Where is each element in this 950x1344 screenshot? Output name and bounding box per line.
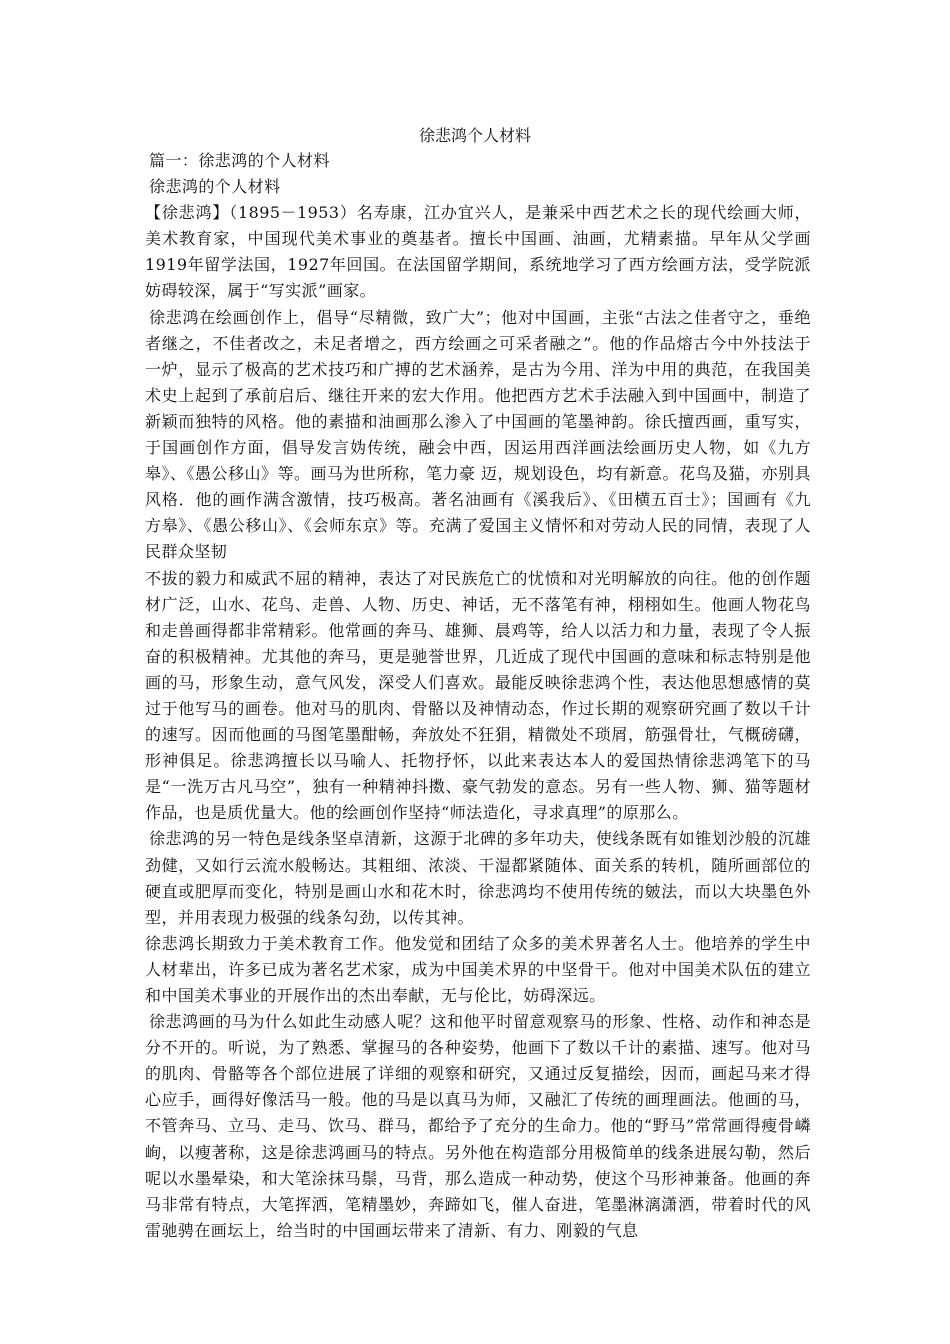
paragraph-6: 徐悲鸿画的马为什么如此生动感人呢？这和他平时留意观察马的形象、性格、动作和神态是分不开的。听说，为了熟悉、掌握马的各种姿势，他画下了数以千计的素描、速写。他对马的肌肉、骨骼等各个部位进展了详细的观察和研究，又通过反复描绘，因而，画起马来才得心应手，画得好像活马一般。他的马是以真马为师，又融汇了传统的画理画法。他画的马，不管奔马、立马、走马、饮马、群马，都给予了充分的生命力。他的“野马”常常画得瘦骨嶙峋，以瘦著称，这是徐悲鸿画马的特点。另外他在构造部分用极简单的线条进展勾勒，然后呢以水墨晕染，和大笔涂抹马鬃，马背，那么造成一种动势，使这个马形神兼备。他画的奔马非常有特点，大笔挥洒，笔精墨妙，奔蹄如飞，催人奋进，笔墨淋漓潇洒，带着时代的风雷驰骋在画坛上，给当时的中国画坛带来了清新、有力、刚毅的气息 bbox=[145, 1012, 811, 1240]
paragraph-3: 不拔的毅力和威武不屈的精神，表达了对民族危亡的忧愤和对光明解放的向往。他的创作题材广泛，山水、花鸟、走兽、人物、历史、神话，无不落笔有神，栩栩如生。他画人物花鸟和走兽画得都非常精彩。他常画的奔马、雄狮、晨鸡等，给人以活力和力量，表现了令人振奋的积极精神。尤其他的奔马，更是驰誉世界，几近成了现代中国画的意味和标志特别是他画的马，形象生动，意气风发，深受人们喜欢。最能反映徐悲鸿个性，表达他思想感情的莫过于他写马的画卷。他对马的肌肉、骨骼以及神情动态，作过长期的观察研究画了数以千计的速写。因而他画的马图笔墨酣畅，奔放处不狂狷，精微处不琐屑，筋强骨壮，气概磅礴，形神俱足。徐悲鸿擅长以马喻人、托物抒怀，以此来表达本人的爱国热情徐悲鸿笔下的马是“一洗万古凡马空”，独有一种精神抖擞、豪气勃发的意态。另有一些人物、狮、猫等题材作品，也是质优量大。他的绘画创作坚持“师法造化，寻求真理”的原那么。 bbox=[145, 568, 811, 823]
paragraph-5: 徐悲鸿长期致力于美术教育工作。他发觉和团结了众多的美术界著名人士。他培养的学生中人材辈出，许多已成为著名艺术家，成为中国美术界的中坚骨干。他对中国美术队伍的建立和中国美术事业的开展作出的杰出奉献，无与伦比，妨碍深远。 bbox=[145, 933, 811, 1005]
document-title: 徐悲鸿个人材料 bbox=[418, 126, 531, 145]
document-body bbox=[145, 148, 811, 1244]
paragraph-1: 【徐悲鸿】（1895－1953）名寿康，江办宜兴人，是兼采中西艺术之长的现代绘画大师，美术教育家，中国现代美术事业的奠基者。擅长中国画、油画，尤精素描。早年从父学画1919年留学法国，1927年回国。在法国留学期间，系统地学习了西方绘画方法，受学院派妨碍较深，属于“写实派”画家。 bbox=[145, 203, 811, 301]
paragraph-4: 徐悲鸿的另一特色是线条坚卓清新，这源于北碑的多年功夫，使线条既有如锥划沙般的沉雄劲健，又如行云流水般畅达。其粗细、浓淡、干湿都紧随体、面关系的转机，随所画部位的硬直或肥厚而变化，特别是画山水和花木时，徐悲鸿均不使用传统的皴法，而以大块墨色外型，并用表现力极强的线条勾劲，以传其神。 bbox=[145, 829, 811, 927]
heading-2: 徐悲鸿的个人材料 bbox=[149, 177, 281, 197]
heading-1: 篇一：徐悲鸿的个人材料 bbox=[149, 151, 330, 170]
paragraph-2: 徐悲鸿在绘画创作上，倡导“尽精微，致广大”；他对中国画，主张“古法之佳者守之，垂绝者继之，不佳者改之，未足者增之，西方绘画之可采者融之”。他的作品熔古今中外技法于一炉，显示了极高的艺术技巧和广搏的艺术涵养，是古为今用、洋为中用的典范，在我国美术史上起到了承前启后、继往开来的宏大作用。他把西方艺术手法融入到中国画中，制造了新颖而独特的风格。他的素描和油画那么渗入了中国画的笔墨神韵。徐氏擅西画，重写实，于国画创作方面，倡导发言妫传统，融会中西，因运用西洋画法绘画历史人物，如《九方皋》、《愚公移山》等。画马为世所称，笔力豪 迈，规划设色，均有新意。花鸟及猫，亦别具风格．他的画作满含激情，技巧极高。著名油画有《溪我后》、《田横五百士》；国画有《九方皋》、《愚公移山》、《会师东京》等。充满了爱国主义情怀和对劳动人民的同情，表现了人民群众坚韧 bbox=[145, 307, 811, 562]
